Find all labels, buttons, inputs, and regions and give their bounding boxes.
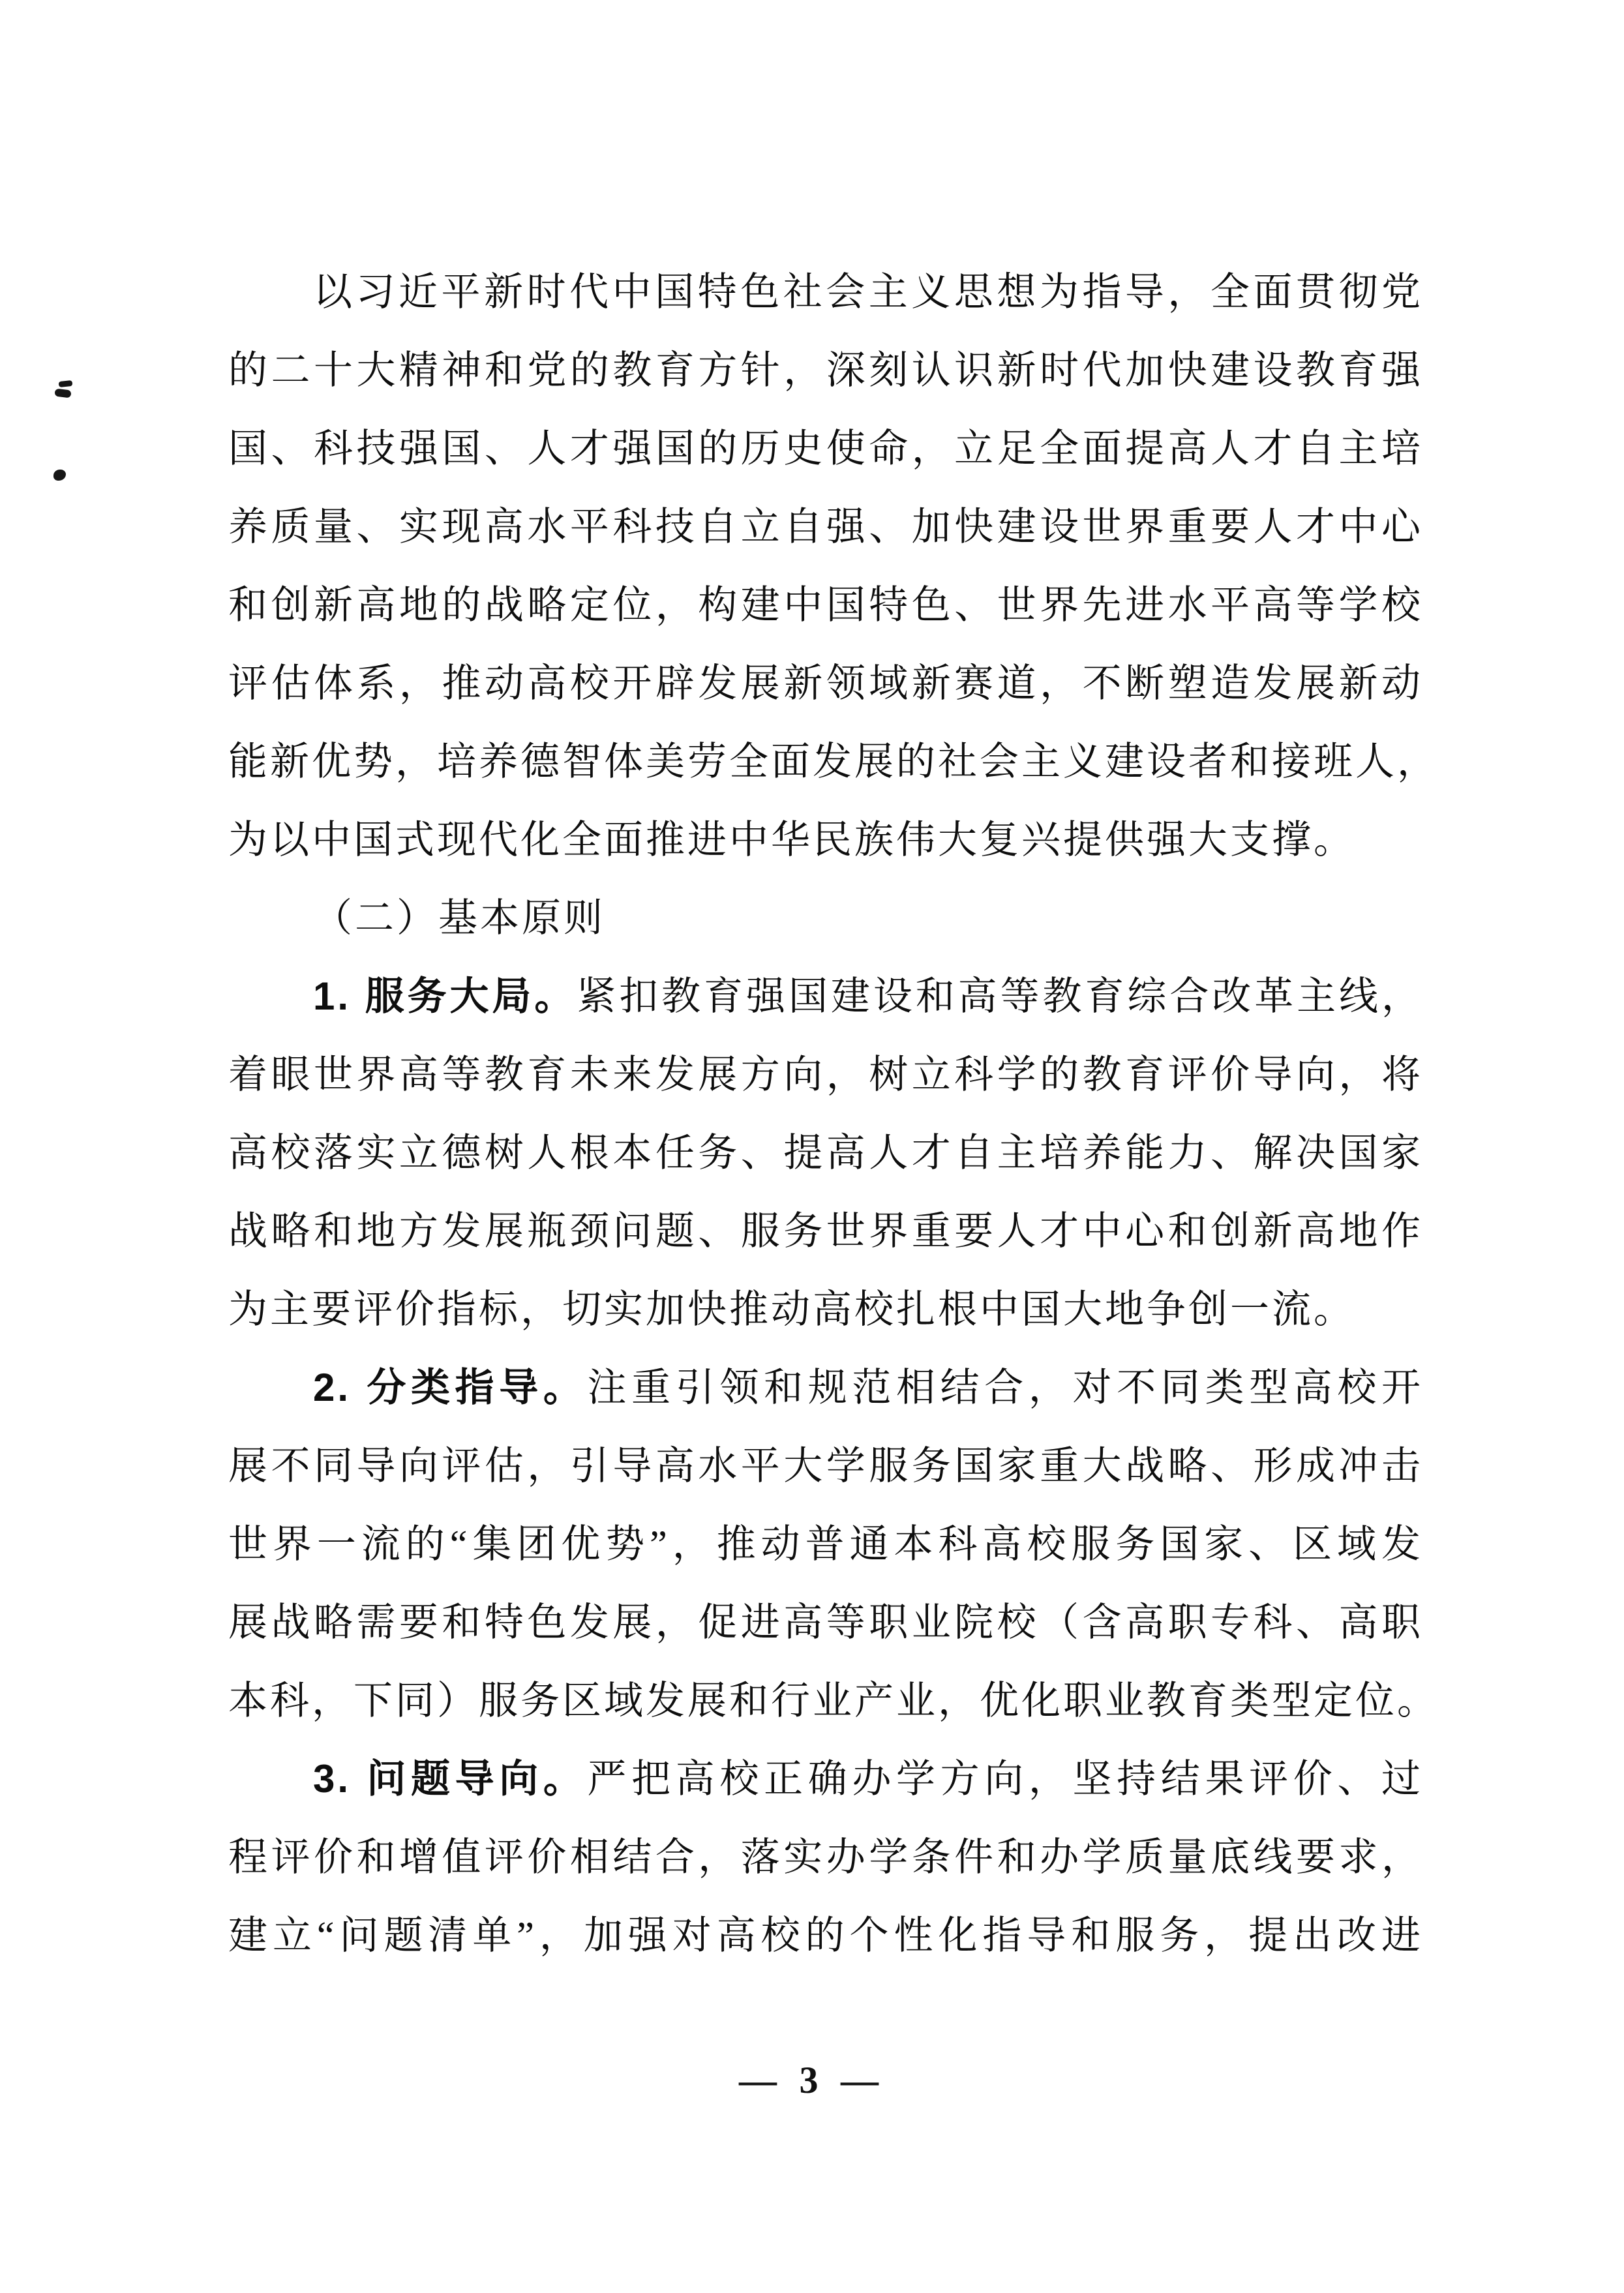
text-line: 和创新高地的战略定位，构建中国特色、世界先进水平高等学校 [228,584,1423,627]
section-heading: （二）基本原则 [313,897,605,940]
text-line: 能新优势，培养德智体美劳全面发展的社会主义建设者和接班人， [228,740,1439,783]
page-number: — 3 — [739,2059,885,2101]
paragraph-lead: 1. 服务大局。 [313,974,577,1018]
text-line: 程评价和增值评价相结合，落实办学条件和办学质量底线要求， [228,1836,1423,1879]
text-line: 国、科技强国、人才强国的历史使命，立足全面提高人才自主培 [228,427,1423,470]
text-line: 高校落实立德树人根本任务、提高人才自主培养能力、解决国家 [228,1132,1423,1175]
ink-smudge-3 [53,470,66,481]
text-line [228,957,1423,1036]
paragraph-lead: 3. 问题导向。 [313,1757,588,1801]
text-line: 建立“问题清单”，加强对高校的个性化指导和服务，提出改进 [228,1914,1423,1957]
text-line: 养质量、实现高水平科技自立自强、加快建设世界重要人才中心 [228,505,1423,548]
text-line: 为主要评价指标，切实加快推动高校扎根中国大地争创一流。 [228,1288,1355,1331]
text-line [228,1740,1423,1818]
text-line: 展不同导向评估，引导高水平大学服务国家重大战略、形成冲击 [228,1445,1423,1488]
ink-smudge-1 [59,380,73,387]
text-line [228,1349,1423,1427]
paragraph-lead-rest: 注重引领和规范相结合，对不同类型高校开 [587,1366,1423,1409]
text-line: 本科，下同）服务区域发展和行业产业，优化职业教育类型定位。 [228,1679,1439,1722]
text-line: 的二十大精神和党的教育方针，深刻认识新时代加快建设教育强 [228,349,1423,392]
paragraph-lead-rest: 严把高校正确办学方向，坚持结果评价、过 [587,1758,1423,1801]
text-line: 为以中国式现代化全面推进中华民族伟大复兴提供强大支撑。 [228,818,1355,862]
paragraph-lead: 2. 分类指导。 [313,1366,588,1409]
text-line: 展战略需要和特色发展，促进高等职业院校（含高职专科、高职 [228,1601,1423,1644]
text-line: 以习近平新时代中国特色社会主义思想为指导，全面贯彻党 [313,271,1423,314]
paragraph-lead-rest: 紧扣教育强国建设和高等教育综合改革主线， [577,975,1423,1018]
text-line: 世界一流的“集团优势”，推动普通本科高校服务国家、区域发 [228,1523,1423,1566]
text-line: 战略和地方发展瓶颈问题、服务世界重要人才中心和创新高地作 [228,1210,1423,1253]
body-text [228,253,1439,1975]
ink-smudge-2 [54,389,71,398]
text-line: 评估体系，推动高校开辟发展新领域新赛道，不断塑造发展新动 [228,662,1423,705]
text-line: 着眼世界高等教育未来发展方向，树立科学的教育评价导向，将 [228,1053,1423,1096]
